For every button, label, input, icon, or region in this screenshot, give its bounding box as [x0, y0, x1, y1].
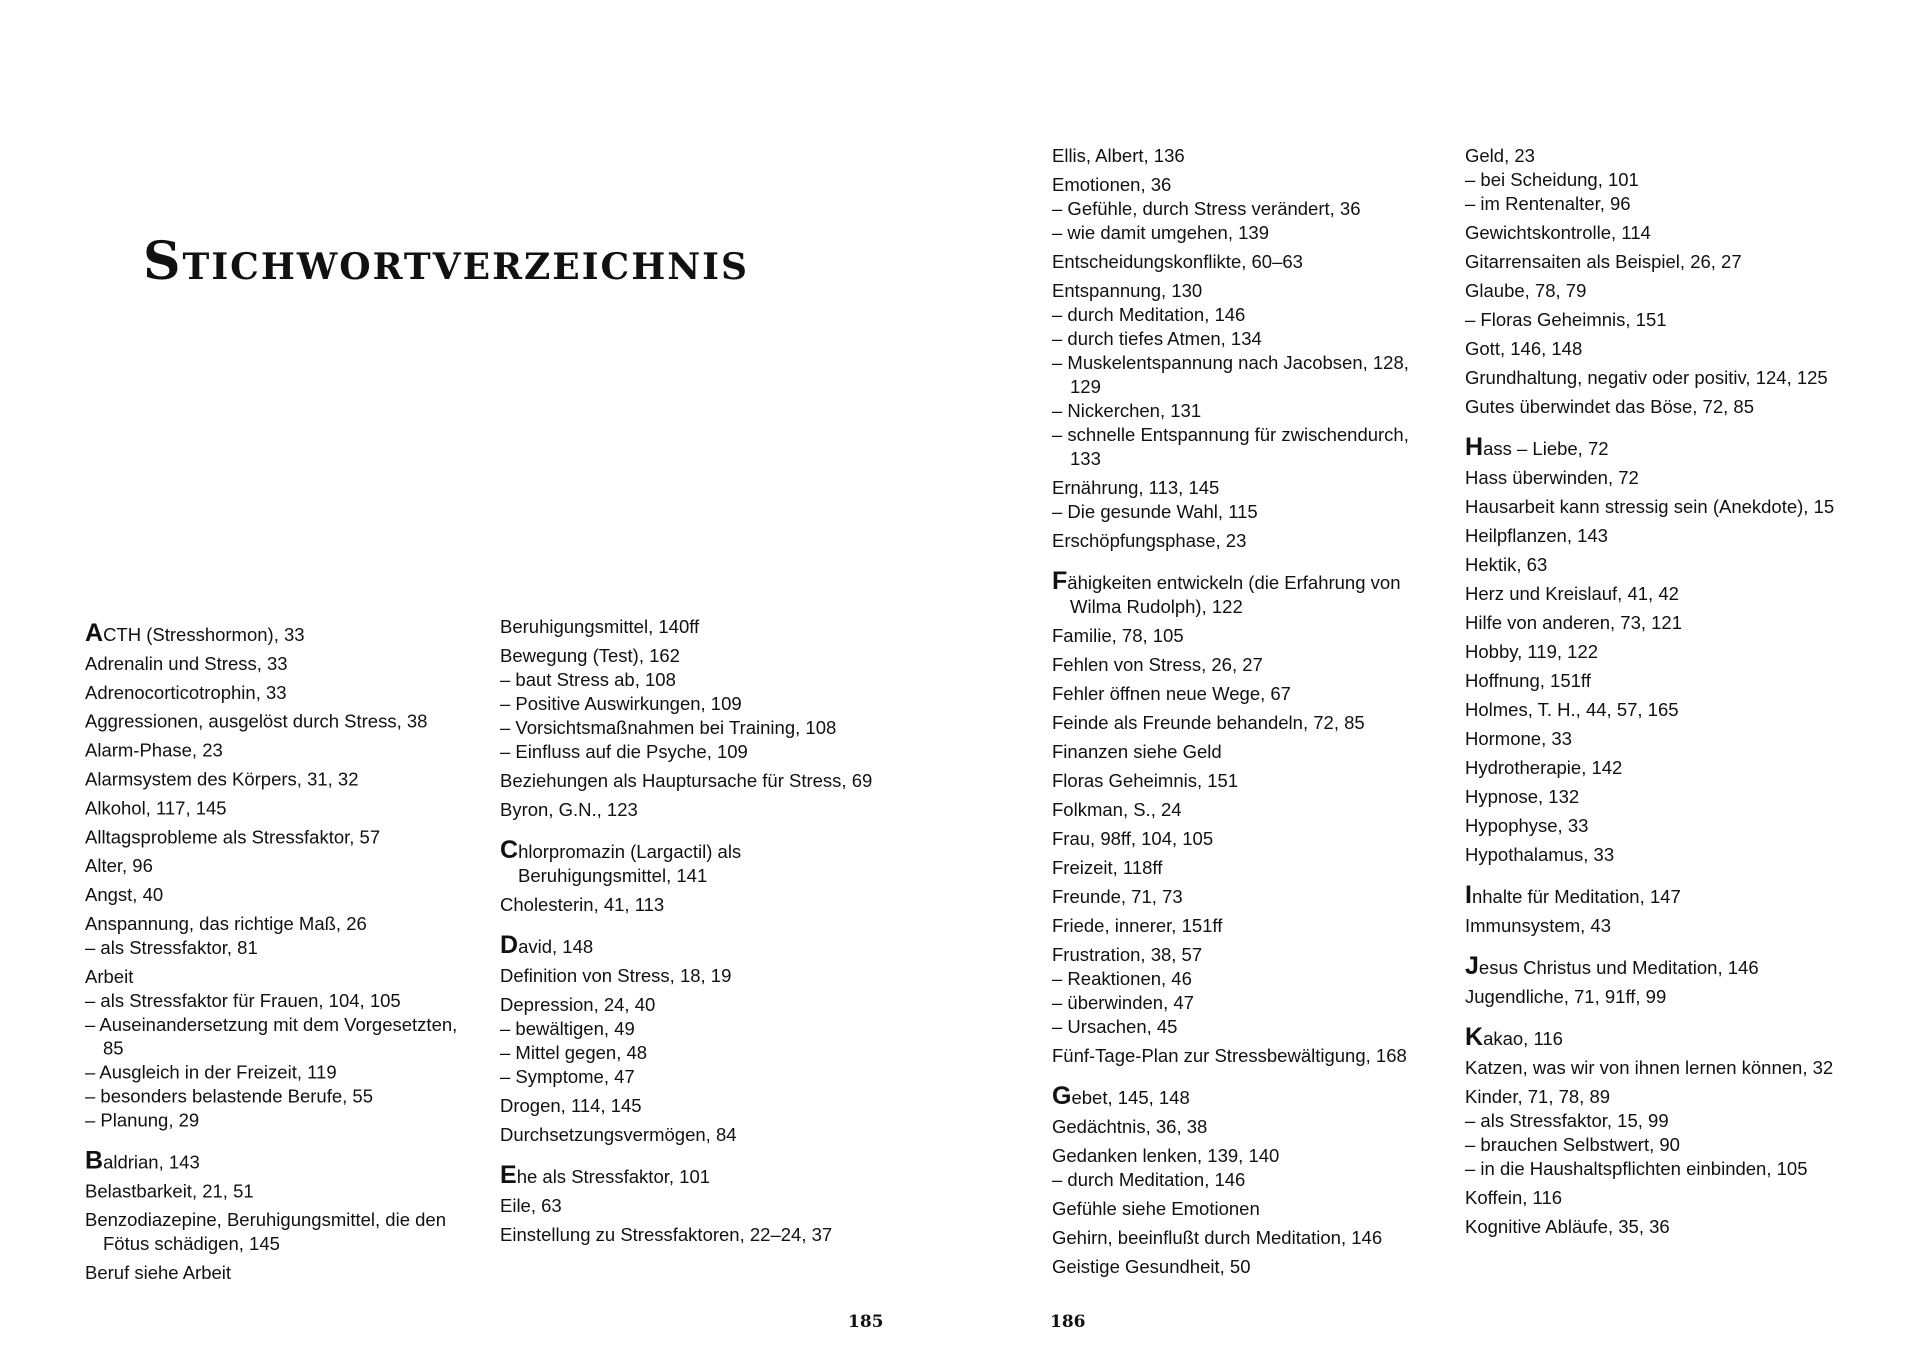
entry-text: Gefühle siehe Emotionen [1052, 1198, 1260, 1219]
index-subentry: – Planung, 29 [85, 1109, 200, 1131]
entry-text: Gott, 146, 148 [1465, 338, 1583, 359]
index-entry [1052, 279, 1442, 303]
entry-text: Alarm-Phase, 23 [85, 739, 223, 761]
entry-text: avid, 148 [518, 936, 594, 957]
index-subentry: – schnelle Entspannung für zwischendurch, 133 [1052, 424, 1409, 469]
index-entry [85, 1208, 475, 1256]
entry-text: ähigkeiten entwickeln (die Erfahrung von Wilma Rudolph), 122 [1067, 572, 1401, 617]
letter-group [1465, 435, 1855, 867]
index-entry [500, 615, 890, 639]
index-entry [1465, 144, 1855, 168]
index-entry [1465, 553, 1855, 577]
index-entry [1052, 624, 1442, 648]
index-entry [1465, 250, 1855, 274]
index-entry [500, 1194, 890, 1218]
entry-text: Feinde als Freunde behandeln, 72, 85 [1052, 712, 1365, 733]
entry-text: Alarmsystem des Körpers, 31, 32 [85, 768, 359, 790]
entry-text: Kognitive Abläufe, 35, 36 [1465, 1216, 1670, 1237]
letter-group [1465, 883, 1855, 938]
entry-text: akao, 116 [1483, 1028, 1563, 1049]
letter-group [500, 838, 890, 917]
entry-text: Friede, innerer, 151ff [1052, 915, 1223, 936]
entry-text: Alter, 96 [85, 855, 153, 877]
page-number-right: 186 [1050, 1312, 1086, 1332]
entry-text: Hilfe von anderen, 73, 121 [1465, 612, 1683, 633]
page-number-left: 185 [848, 1312, 884, 1332]
index-entry [500, 1223, 890, 1247]
entry-text: Folkman, S., 24 [1052, 799, 1182, 820]
index-subentry: – Ursachen, 45 [1052, 1016, 1178, 1037]
index-entry [1052, 1115, 1442, 1139]
letter-initial: B [85, 1146, 104, 1175]
index-subentry: – in die Haushaltspflichten einbinden, 105 [1465, 1158, 1808, 1179]
index-subentry: – Muskelentspannung nach Jacobsen, 128, 129 [1052, 352, 1409, 397]
index-column-4 [1465, 144, 1855, 1244]
entry-text: Beziehungen als Hauptursache für Stress, 69 [500, 770, 873, 791]
index-entry [1465, 698, 1855, 722]
entry-text: Anspannung, das richtige Maß, 26 [85, 913, 367, 935]
entry-text: Beruhigungsmittel, 140ff [500, 616, 700, 637]
letter-initial: E [500, 1161, 517, 1189]
entry-text: Adrenalin und Stress, 33 [85, 652, 288, 674]
index-entry [1465, 785, 1855, 809]
page-title: Stichwortverzeichnis [143, 231, 749, 292]
index-subentry: – Einfluss auf die Psyche, 109 [500, 741, 748, 762]
index-entry [1465, 954, 1855, 980]
index-subentry: – bei Scheidung, 101 [1465, 169, 1639, 190]
index-column-3 [1052, 144, 1442, 1284]
index-entry [1052, 1197, 1442, 1221]
index-subentry: – im Rentenalter, 96 [1465, 193, 1631, 214]
entry-text: Grundhaltung, negativ oder positiv, 124, 125 [1465, 367, 1828, 388]
entry-text: Holmes, T. H., 44, 57, 165 [1465, 699, 1679, 720]
letter-group [500, 615, 890, 822]
index-entry [500, 644, 890, 668]
letter-group [500, 1163, 890, 1247]
entry-text: Katzen, was wir von ihnen lernen können, 32 [1465, 1057, 1834, 1078]
index-entry [85, 1148, 475, 1174]
entry-text: Aggressionen, ausgelöst durch Stress, 38 [85, 710, 428, 732]
index-entry [1052, 769, 1442, 793]
index-subentry: – als Stressfaktor, 15, 99 [1465, 1110, 1669, 1131]
entry-text: Frustration, 38, 57 [1052, 944, 1203, 965]
entry-text: Adrenocorticotrophin, 33 [85, 681, 287, 703]
index-entry [1465, 914, 1855, 938]
index-entry [1052, 682, 1442, 706]
index-entry [1465, 308, 1855, 332]
index-entry [1465, 279, 1855, 303]
entry-text: Belastbarkeit, 21, 51 [85, 1180, 254, 1202]
entry-text: Benzodiazepine, Beruhigungsmittel, die den Fötus schädigen, 145 [85, 1209, 446, 1255]
letter-group [1465, 1025, 1855, 1239]
index-entry [1465, 985, 1855, 1009]
entry-text: Hormone, 33 [1465, 728, 1572, 749]
letter-initial: F [1052, 567, 1068, 595]
index-entry [85, 1261, 475, 1285]
index-entry [1465, 435, 1855, 461]
index-subentry: – Mittel gegen, 48 [500, 1042, 648, 1063]
letter-initial: I [1465, 881, 1472, 909]
entry-text: Einstellung zu Stressfaktoren, 22–24, 37 [500, 1224, 833, 1245]
index-entry [500, 1163, 890, 1189]
entry-text: ebet, 145, 148 [1071, 1087, 1190, 1108]
index-entry [1465, 524, 1855, 548]
index-entry [1052, 798, 1442, 822]
entry-text: nhalte für Meditation, 147 [1471, 886, 1681, 907]
letter-initial: A [85, 619, 104, 647]
entry-text: CTH (Stresshormon), 33 [103, 623, 305, 645]
index-entry [1465, 366, 1855, 390]
entry-text: Angst, 40 [85, 884, 164, 906]
index-entry [1052, 144, 1442, 168]
entry-text: Alltagsprobleme als Stressfaktor, 57 [85, 826, 381, 848]
index-entry [1052, 740, 1442, 764]
entry-text: Arbeit [85, 965, 134, 987]
index-entry [1052, 653, 1442, 677]
index-entry [1052, 1084, 1442, 1110]
index-entry [500, 798, 890, 822]
index-entry [1052, 856, 1442, 880]
index-entry [500, 933, 890, 959]
entry-text: Immunsystem, 43 [1465, 915, 1611, 936]
entry-text: Familie, 78, 105 [1052, 625, 1184, 646]
entry-text: aldrian, 143 [103, 1151, 200, 1173]
entry-text: Kinder, 71, 78, 89 [1465, 1086, 1611, 1107]
entry-text: Geistige Gesundheit, 50 [1052, 1256, 1251, 1277]
index-entry [85, 739, 475, 763]
index-entry [85, 621, 475, 647]
entry-text: Ellis, Albert, 136 [1052, 145, 1185, 166]
index-entry [1465, 814, 1855, 838]
entry-text: Glaube, 78, 79 [1465, 280, 1587, 301]
entry-text: Beruf siehe Arbeit [85, 1262, 232, 1284]
entry-text: – Floras Geheimnis, 151 [1465, 309, 1667, 330]
index-entry [1465, 843, 1855, 867]
index-entry [1052, 1044, 1442, 1068]
index-entry [1465, 221, 1855, 245]
index-subentry: – bewältigen, 49 [500, 1018, 635, 1039]
index-subentry: – wie damit umgehen, 139 [1052, 222, 1269, 243]
entry-text: Gedächtnis, 36, 38 [1052, 1116, 1208, 1137]
entry-text: Alkohol, 117, 145 [85, 797, 227, 819]
index-entry [85, 768, 475, 792]
index-entry [1465, 466, 1855, 490]
entry-text: Hass überwinden, 72 [1465, 467, 1639, 488]
entry-text: Koffein, 116 [1465, 1187, 1563, 1208]
index-entry [1052, 943, 1442, 967]
index-entry [85, 710, 475, 734]
letter-group [1465, 144, 1855, 419]
index-entry [500, 964, 890, 988]
index-entry [85, 681, 475, 705]
index-subentry: – besonders belastende Berufe, 55 [85, 1085, 373, 1107]
letter-group [1052, 1084, 1442, 1279]
index-subentry: – Symptome, 47 [500, 1066, 635, 1087]
index-entry [85, 796, 475, 820]
letter-initial: C [500, 836, 519, 864]
letter-group [1465, 954, 1855, 1009]
entry-text: ass – Liebe, 72 [1483, 438, 1609, 459]
letter-initial: H [1465, 433, 1484, 461]
index-entry [1465, 611, 1855, 635]
index-entry [1052, 711, 1442, 735]
index-entry [1052, 250, 1442, 274]
index-subentry: – brauchen Selbstwert, 90 [1465, 1134, 1680, 1155]
index-subentry: – Positive Auswirkungen, 109 [500, 693, 742, 714]
index-entry [1052, 827, 1442, 851]
letter-initial: J [1465, 952, 1479, 980]
entry-text: Erschöpfungsphase, 23 [1052, 530, 1247, 551]
entry-text: Hausarbeit kann stressig sein (Anekdote), 15 [1465, 496, 1835, 517]
entry-text: Hypothalamus, 33 [1465, 844, 1615, 865]
index-entry [1052, 569, 1442, 619]
index-entry [1465, 1186, 1855, 1210]
index-column-2 [500, 615, 890, 1252]
index-subentry: – überwinden, 47 [1052, 992, 1194, 1013]
entry-text: Depression, 24, 40 [500, 994, 656, 1015]
index-subentry: – Die gesunde Wahl, 115 [1052, 501, 1258, 522]
index-entry [85, 965, 475, 989]
entry-text: Bewegung (Test), 162 [500, 645, 680, 666]
index-entry [1465, 669, 1855, 693]
index-entry [1465, 1215, 1855, 1239]
entry-text: Gewichtskontrolle, 114 [1465, 222, 1651, 243]
index-subentry: – Nickerchen, 131 [1052, 400, 1202, 421]
index-subentry: – Reaktionen, 46 [1052, 968, 1192, 989]
index-subentry: – durch tiefes Atmen, 134 [1052, 328, 1262, 349]
entry-text: Gutes überwindet das Böse, 72, 85 [1465, 396, 1754, 417]
index-subentry: – als Stressfaktor, 81 [85, 937, 258, 958]
entry-text: Entspannung, 130 [1052, 280, 1203, 301]
entry-text: Gitarrensaiten als Beispiel, 26, 27 [1465, 251, 1742, 272]
index-subentry: – Vorsichtsmaßnahmen bei Training, 108 [500, 717, 837, 738]
index-entry [1052, 1255, 1442, 1279]
index-entry [85, 1179, 475, 1203]
index-entry [1052, 885, 1442, 909]
letter-group [1052, 569, 1442, 1068]
entry-text: Fünf-Tage-Plan zur Stressbewältigung, 168 [1052, 1045, 1407, 1066]
index-entry [1465, 883, 1855, 909]
entry-text: Hektik, 63 [1465, 554, 1548, 575]
entry-text: Byron, G.N., 123 [500, 799, 638, 820]
index-column-1 [85, 621, 475, 1290]
index-entry [85, 912, 475, 936]
letter-initial: K [1465, 1023, 1484, 1051]
index-subentry: – Auseinandersetzung mit dem Vorgesetzten, 85 [85, 1013, 458, 1059]
letter-group [500, 933, 890, 1147]
entry-text: Gedanken lenken, 139, 140 [1052, 1145, 1280, 1166]
index-entry [1465, 582, 1855, 606]
index-subentry: – baut Stress ab, 108 [500, 669, 676, 690]
index-entry [1052, 1226, 1442, 1250]
index-entry [85, 854, 475, 878]
entry-text: Finanzen siehe Geld [1052, 741, 1222, 762]
index-entry [1465, 727, 1855, 751]
entry-text: Herz und Kreislauf, 41, 42 [1465, 583, 1679, 604]
entry-text: Emotionen, 36 [1052, 174, 1172, 195]
entry-text: Geld, 23 [1465, 145, 1535, 166]
index-entry [500, 893, 890, 917]
index-entry [1052, 914, 1442, 938]
letter-group [85, 621, 475, 1132]
index-entry [1465, 640, 1855, 664]
index-entry [500, 838, 890, 888]
entry-text: Freizeit, 118ff [1052, 857, 1163, 878]
index-subentry: – durch Meditation, 146 [1052, 304, 1246, 325]
index-entry [85, 825, 475, 849]
index-entry [1052, 476, 1442, 500]
index-entry [500, 993, 890, 1017]
index-entry [1465, 1085, 1855, 1109]
entry-text: hlorpromazin (Largactil) als Beruhigungsmittel, 141 [518, 841, 742, 886]
entry-text: Hydrotherapie, 142 [1465, 757, 1623, 778]
entry-text: Jugendliche, 71, 91ff, 99 [1465, 986, 1667, 1007]
entry-text: Gehirn, beeinflußt durch Meditation, 146 [1052, 1227, 1383, 1248]
index-subentry: – als Stressfaktor für Frauen, 104, 105 [85, 989, 401, 1011]
letter-initial: G [1052, 1082, 1072, 1110]
entry-text: Freunde, 71, 73 [1052, 886, 1183, 907]
index-entry [1052, 173, 1442, 197]
entry-text: Drogen, 114, 145 [500, 1095, 642, 1116]
entry-text: Hypnose, 132 [1465, 786, 1580, 807]
index-entry [1052, 529, 1442, 553]
entry-text: Fehlen von Stress, 26, 27 [1052, 654, 1263, 675]
entry-text: Durchsetzungsvermögen, 84 [500, 1124, 737, 1145]
entry-text: he als Stressfaktor, 101 [516, 1166, 711, 1187]
entry-text: esus Christus und Meditation, 146 [1478, 957, 1759, 978]
index-entry [1465, 756, 1855, 780]
entry-text: Fehler öffnen neue Wege, 67 [1052, 683, 1291, 704]
entry-text: Heilpflanzen, 143 [1465, 525, 1608, 546]
index-subentry: – Ausgleich in der Freizeit, 119 [85, 1061, 337, 1083]
index-entry [1052, 1144, 1442, 1168]
entry-text: Definition von Stress, 18, 19 [500, 965, 732, 986]
index-entry [1465, 395, 1855, 419]
letter-group [85, 1148, 475, 1285]
index-subentry: – Gefühle, durch Stress verändert, 36 [1052, 198, 1361, 219]
index-entry [1465, 337, 1855, 361]
index-entry [1465, 1025, 1855, 1051]
index-entry [500, 1123, 890, 1147]
index-subentry: – durch Meditation, 146 [1052, 1169, 1246, 1190]
index-entry [85, 883, 475, 907]
entry-text: Cholesterin, 41, 113 [500, 894, 665, 915]
entry-text: Floras Geheimnis, 151 [1052, 770, 1239, 791]
index-entry [1465, 1056, 1855, 1080]
entry-text: Hobby, 119, 122 [1465, 641, 1599, 662]
entry-text: Hypophyse, 33 [1465, 815, 1589, 836]
letter-group [1052, 144, 1442, 553]
index-entry [500, 769, 890, 793]
letter-initial: D [500, 931, 519, 959]
entry-text: Ernährung, 113, 145 [1052, 477, 1220, 498]
entry-text: Eile, 63 [500, 1195, 562, 1216]
entry-text: Entscheidungskonflikte, 60–63 [1052, 251, 1303, 272]
index-entry [85, 652, 475, 676]
entry-text: Frau, 98ff, 104, 105 [1052, 828, 1214, 849]
index-entry [1465, 495, 1855, 519]
entry-text: Hoffnung, 151ff [1465, 670, 1591, 691]
index-entry [500, 1094, 890, 1118]
